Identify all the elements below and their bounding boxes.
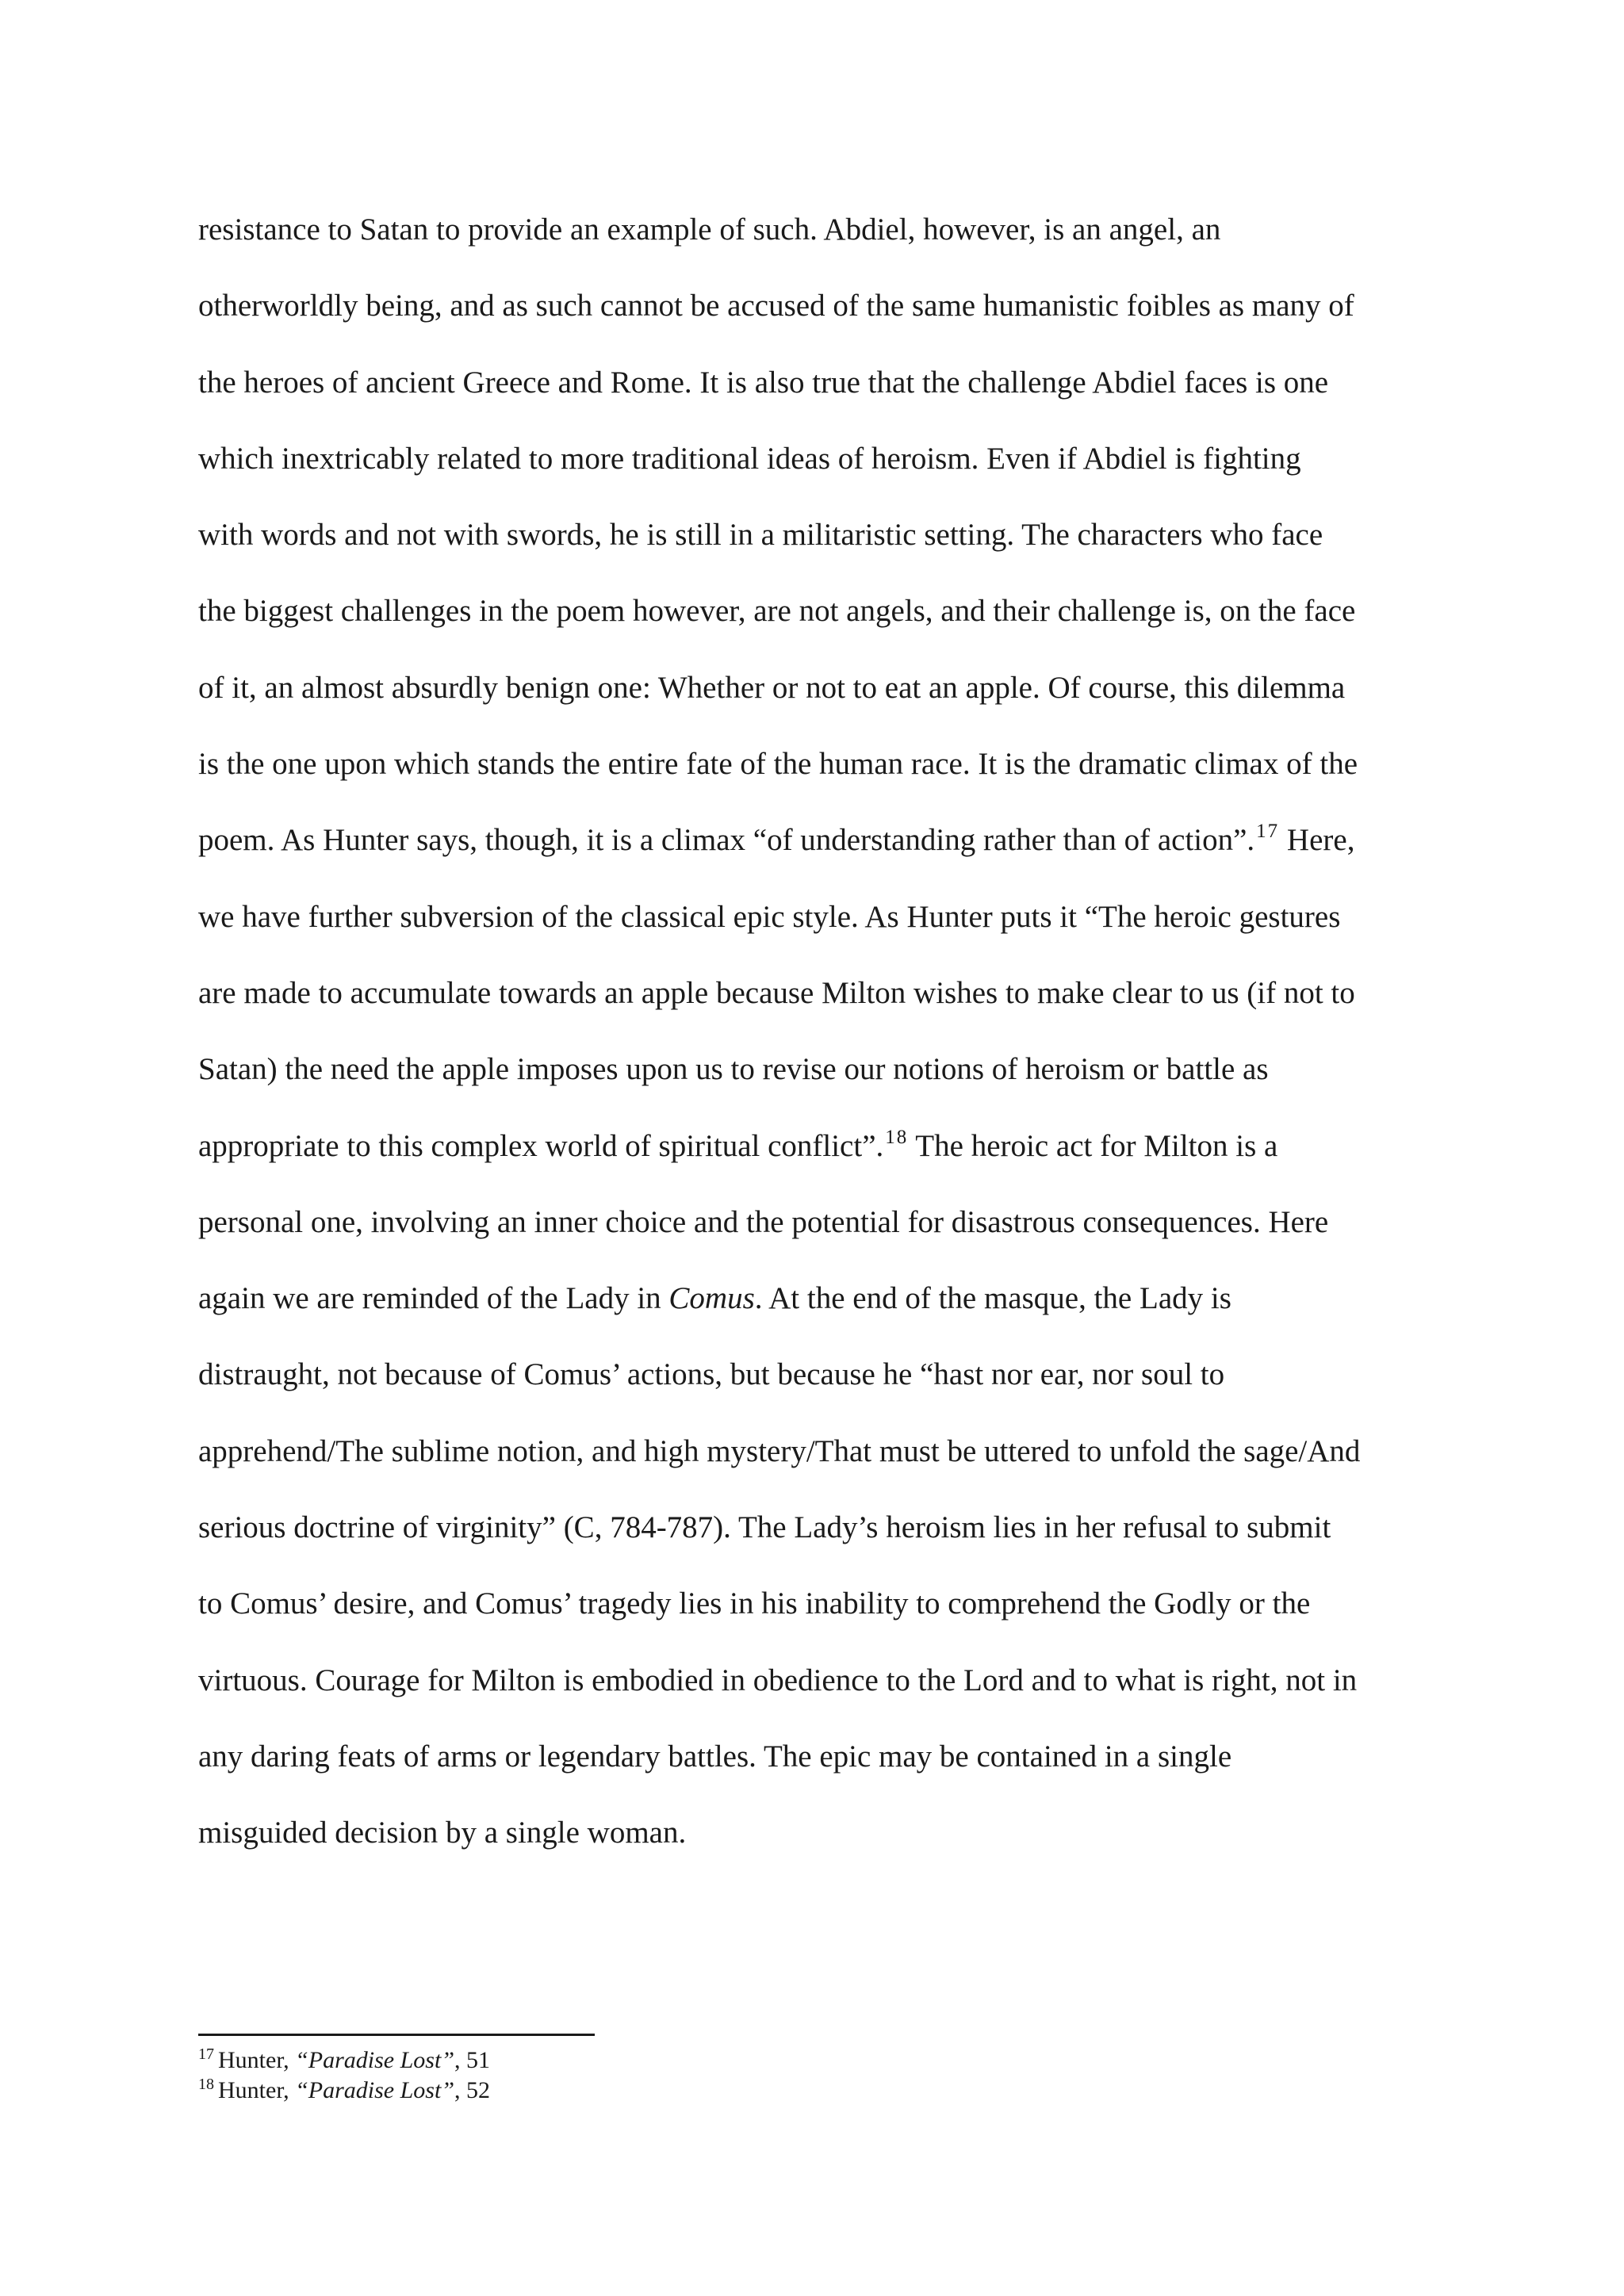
text-line: otherworldly being, and as such cannot be accused of the same humanistic foibles as many of — [198, 289, 1354, 323]
text-line: is the one upon which stands the entire fate of the human race. It is the dramatic climax of the — [198, 747, 1358, 782]
text-line: the biggest challenges in the poem however, are not angels, and their challenge is, on the face — [198, 594, 1356, 629]
text-segment: again we are reminded of the Lady in — [198, 1281, 669, 1316]
footnote — [198, 2076, 1451, 2106]
footnote-title: “Paradise Lost” — [295, 2047, 454, 2073]
footnote-separator — [198, 2034, 595, 2036]
text-line: Satan) the need the apple imposes upon us to revise our notions of heroism or battle as — [198, 1052, 1269, 1087]
text-line — [198, 1108, 1451, 1184]
text-segment: appropriate to this complex world of spiritual conflict”. — [198, 1128, 884, 1163]
text-line: misguided decision by a single woman. — [198, 1816, 687, 1850]
text-line: of it, an almost absurdly benign one: Whether or not to eat an apple. Of course, this dilemma — [198, 670, 1346, 705]
footnote-number: 17 — [198, 2045, 214, 2063]
text-segment: . At the end of the masque, the Lady is — [754, 1281, 1231, 1316]
text-segment: Here, — [1279, 823, 1355, 858]
text-line: personal one, involving an inner choice and the potential for disastrous consequences. Here — [198, 1204, 1329, 1239]
footnote-page: , 51 — [454, 2047, 490, 2073]
footnote-reference[interactable]: 17 — [1256, 821, 1280, 843]
footnote-reference[interactable]: 18 — [885, 1126, 909, 1148]
text-line: which inextricably related to more traditional ideas of heroism. Even if Abdiel is fighting — [198, 441, 1301, 476]
text-line: to Comus’ desire, and Comus’ tragedy lies in his inability to comprehend the Godly or the — [198, 1586, 1311, 1621]
text-line: are made to accumulate towards an apple because Milton wishes to make clear to us (if not to — [198, 975, 1355, 1010]
text-line — [198, 1261, 1451, 1337]
footnote-number: 18 — [198, 2076, 214, 2093]
footnotes — [198, 2034, 1451, 2106]
text-line: virtuous. Courage for Milton is embodied in obedience to the Lord and to what is right, not in — [198, 1663, 1358, 1697]
footnote-page: , 52 — [454, 2077, 490, 2103]
text-line: the heroes of ancient Greece and Rome. It is also true that the challenge Abdiel faces is one — [198, 365, 1329, 400]
text-segment: poem. As Hunter says, though, it is a climax “of understanding rather than of action”. — [198, 823, 1255, 858]
text-line: any daring feats of arms or legendary battles. The epic may be contained in a single — [198, 1739, 1232, 1774]
text-segment: The heroic act for Milton is a — [908, 1128, 1278, 1163]
text-line: serious doctrine of virginity” (C, 784-787). The Lady’s heroism lies in her refusal to submit — [198, 1510, 1331, 1545]
footnote-author: Hunter, — [218, 2047, 296, 2073]
text-line: with words and not with swords, he is still in a militaristic setting. The characters who face — [198, 518, 1323, 553]
footnote-author: Hunter, — [218, 2077, 296, 2103]
text-line: distraught, not because of Comus’ actions, but because he “hast nor ear, nor soul to — [198, 1357, 1225, 1392]
work-title-comus: Comus — [668, 1281, 755, 1316]
text-line: apprehend/The sublime notion, and high mystery/That must be uttered to unfold the sage/And — [198, 1433, 1361, 1468]
text-line — [198, 802, 1451, 878]
body-text — [198, 192, 1451, 1872]
footnote — [198, 2045, 1451, 2076]
text-line: we have further subversion of the classical epic style. As Hunter puts it “The heroic gestures — [198, 899, 1341, 934]
footnote-title: “Paradise Lost” — [295, 2077, 454, 2103]
text-line: resistance to Satan to provide an example of such. Abdiel, however, is an angel, an — [198, 212, 1221, 247]
